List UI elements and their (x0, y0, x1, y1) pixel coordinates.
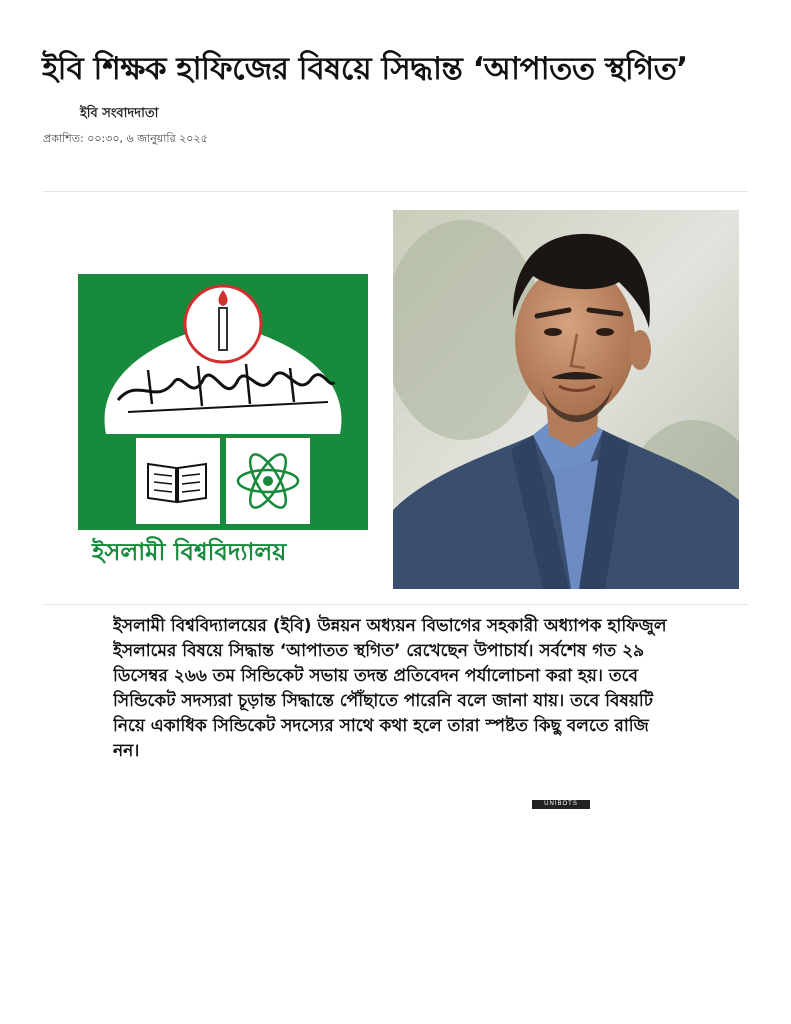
article-headline: ইবি শিক্ষক হাফিজের বিষয়ে সিদ্ধান্ত ‘আপাতত স্থগিত’ (42, 51, 688, 87)
body-line: ইসলামী বিশ্ববিদ্যালয়ের (ইবি) উন্নয়ন অধ্যয়ন বিভাগের সহকারী অধ্যাপক হাফিজুল (113, 616, 667, 636)
article-body (113, 614, 748, 764)
divider-middle (43, 604, 748, 605)
published-date: প্রকাশিত: ০০:৩০, ৬ জানুয়ারি ২০২৫ (43, 132, 208, 145)
body-line: নন। (113, 741, 140, 761)
portrait-graphic (393, 210, 739, 589)
body-line: নিয়ে একাধিক সিন্ডিকেট সদস্যের সাথে কথা হলে তারা স্পষ্টত কিছু বলতে রাজি (113, 716, 649, 736)
teacher-portrait-photo (393, 210, 739, 589)
body-line: সিন্ডিকেট সদস্যরা চূড়ান্ত সিদ্ধান্তে পৌঁছাতে পারেনি বলে জানা যায়। তবে বিষয়টি (113, 691, 653, 711)
logo-graphic (78, 274, 368, 574)
islamic-university-logo (78, 274, 368, 574)
divider-top (43, 191, 748, 192)
author-byline[interactable]: ইবি সংবাদদাতা (80, 106, 159, 121)
ad-provider-badge[interactable]: UNIBOTS (532, 800, 590, 809)
logo-caption: ইসলামী বিশ্ববিদ্যালয় (92, 538, 287, 566)
body-line: ডিসেম্বর ২৬৬ তম সিন্ডিকেট সভায় তদন্ত প্রতিবেদন পর্যালোচনা করা হয়। তবে (113, 666, 638, 686)
body-line: ইসলামের বিষয়ে সিদ্ধান্ত ‘আপাতত স্থগিত’ রেখেছেন উপাচার্য। সর্বশেষ গত ২৯ (113, 641, 645, 661)
